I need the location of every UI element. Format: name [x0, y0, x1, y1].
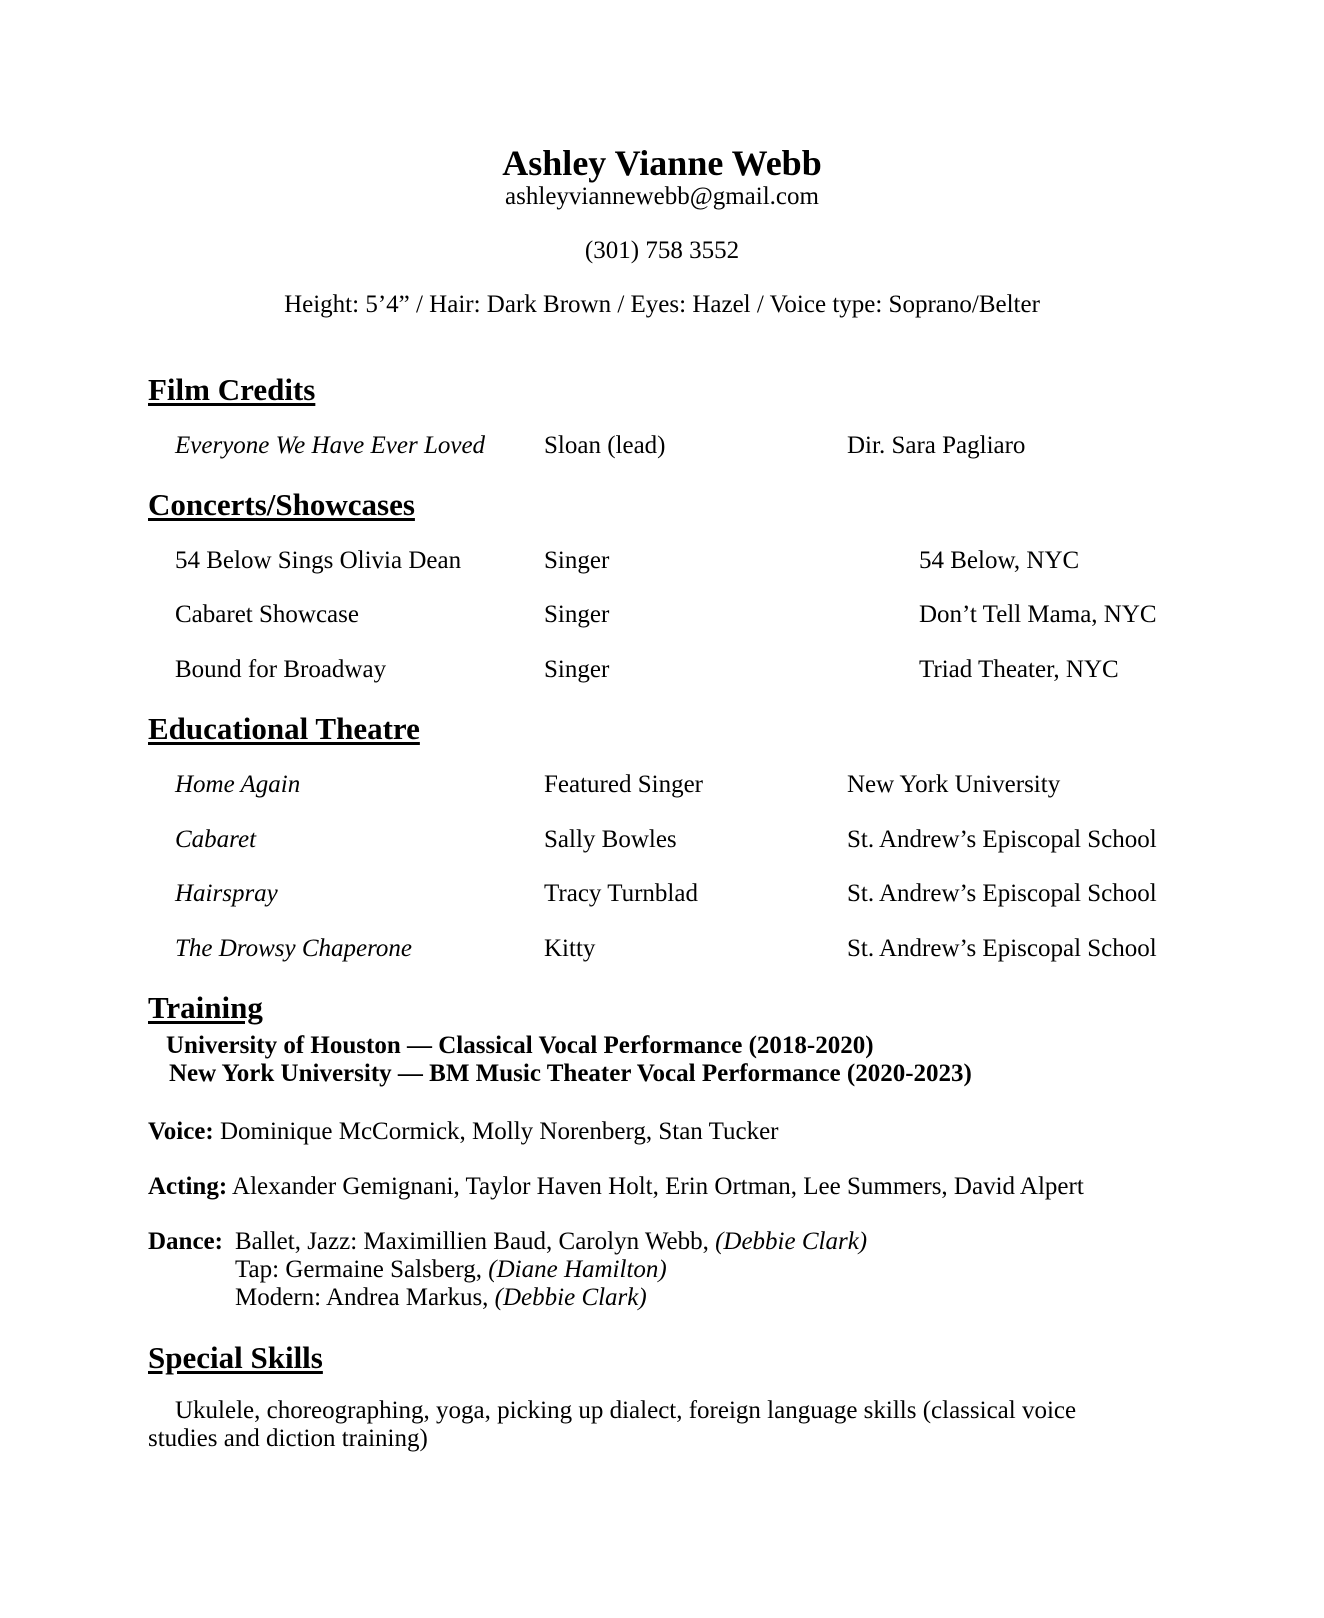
edu-work: The Drowsy Chaperone	[175, 935, 413, 962]
resume-name: Ashley Vianne Webb	[502, 143, 822, 183]
dance-note: (Debbie Clark)	[715, 1228, 868, 1255]
voice-label: Voice:	[148, 1118, 214, 1145]
training-school: New York University — BM Music Theater Vocal Performance (2020-2023)	[169, 1060, 972, 1087]
edu-school: St. Andrew’s Episcopal School	[847, 880, 1157, 907]
dance-label: Dance:	[148, 1228, 223, 1255]
film-director: Dir. Sara Pagliaro	[847, 432, 1026, 459]
section-title-training: Training	[148, 990, 263, 1025]
acting-teachers: Alexander Gemignani, Taylor Haven Holt, Erin Ortman, Lee Summers, David Alpert	[227, 1173, 1084, 1200]
concert-role: Singer	[544, 656, 610, 683]
edu-school: St. Andrew’s Episcopal School	[847, 826, 1157, 853]
email: ashleyviannewebb@gmail.com	[505, 183, 819, 210]
phone: (301) 758 3552	[584, 237, 740, 264]
skills-text-line1: Ukulele, choreographing, yoga, picking up dialect, foreign language skills (classical voice	[175, 1397, 1077, 1424]
section-title-skills: Special Skills	[148, 1340, 323, 1375]
voice-teachers: Dominique McCormick, Molly Norenberg, Stan Tucker	[213, 1118, 779, 1145]
dance-note: (Diane Hamilton)	[488, 1256, 667, 1283]
dance-text: Modern: Andrea Markus,	[235, 1284, 495, 1311]
dance-line	[235, 1256, 667, 1284]
film-role: Sloan (lead)	[544, 432, 666, 459]
section-title-educational: Educational Theatre	[148, 711, 420, 746]
edu-role: Kitty	[544, 935, 596, 962]
edu-role: Sally Bowles	[544, 826, 677, 853]
edu-school: St. Andrew’s Episcopal School	[847, 935, 1157, 962]
section-title-film: Film Credits	[148, 372, 316, 407]
training-school: University of Houston — Classical Vocal Performance (2018-2020)	[166, 1032, 874, 1059]
acting-label: Acting:	[148, 1173, 228, 1200]
section-title-concerts: Concerts/Showcases	[148, 487, 415, 522]
edu-school: New York University	[847, 771, 1061, 798]
dance-note: (Debbie Clark)	[494, 1284, 647, 1311]
dance-line	[235, 1228, 867, 1256]
edu-work: Hairspray	[175, 880, 278, 907]
concert-work: 54 Below Sings Olivia Dean	[175, 547, 462, 574]
concert-venue: Don’t Tell Mama, NYC	[919, 601, 1157, 628]
edu-work: Home Again	[175, 771, 301, 798]
dance-text: Ballet, Jazz: Maximillien Baud, Carolyn Webb,	[235, 1228, 716, 1255]
film-work: Everyone We Have Ever Loved	[175, 432, 486, 459]
concert-role: Singer	[544, 601, 610, 628]
edu-role: Featured Singer	[544, 771, 703, 798]
concert-venue: Triad Theater, NYC	[919, 656, 1119, 683]
skills-text-line2: studies and diction training)	[148, 1425, 428, 1452]
training-acting	[148, 1173, 1084, 1201]
edu-work: Cabaret	[175, 826, 257, 853]
edu-role: Tracy Turnblad	[544, 880, 698, 907]
concert-work: Cabaret Showcase	[175, 601, 359, 628]
concert-role: Singer	[544, 547, 610, 574]
dance-line	[235, 1284, 647, 1312]
dance-text: Tap: Germaine Salsberg,	[235, 1256, 489, 1283]
concert-venue: 54 Below, NYC	[919, 547, 1080, 574]
physical-stats: Height: 5’4” / Hair: Dark Brown / Eyes: Hazel / Voice type: Soprano/Belter	[284, 291, 1040, 318]
training-voice	[148, 1118, 779, 1146]
concert-work: Bound for Broadway	[175, 656, 387, 683]
